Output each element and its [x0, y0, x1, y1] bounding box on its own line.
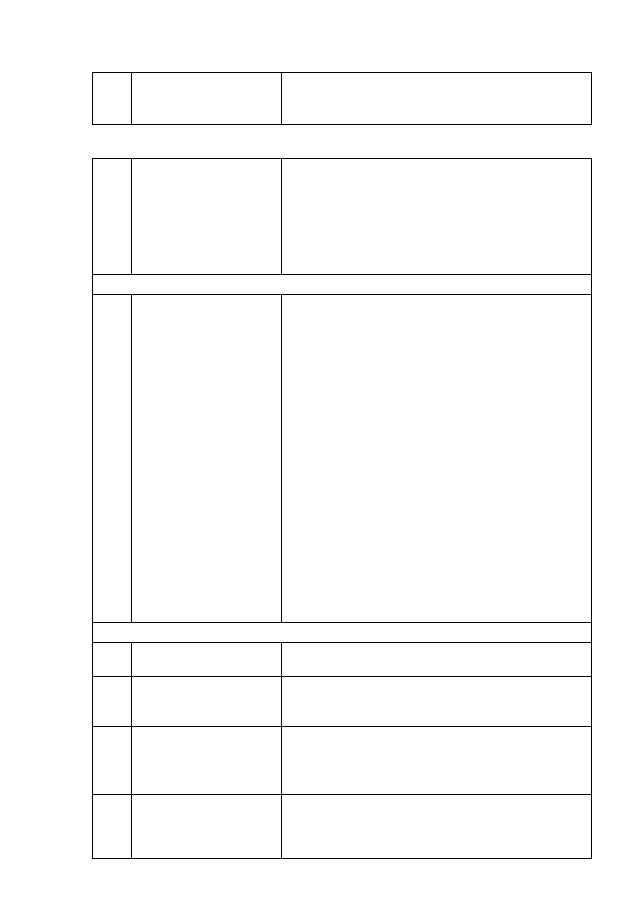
characteristic-name	[132, 677, 282, 727]
characteristic-value	[282, 795, 592, 859]
table-row	[93, 295, 592, 623]
header-number	[93, 159, 132, 275]
group-title	[93, 623, 592, 643]
group-row-permitted-use	[93, 275, 592, 295]
table-header-row	[93, 159, 592, 275]
characteristic-value	[282, 643, 592, 677]
table-row	[93, 643, 592, 677]
group-row-limit-parameters	[93, 623, 592, 643]
table-row	[93, 677, 592, 727]
characteristic-name	[132, 295, 282, 623]
row-number	[93, 643, 132, 677]
characteristic-value	[282, 295, 592, 623]
zone-parameters-table	[92, 158, 592, 859]
header-name	[132, 159, 282, 275]
row-number	[93, 295, 132, 623]
characteristic-value	[282, 727, 592, 795]
characteristic-value	[282, 677, 592, 727]
group-title	[93, 275, 592, 295]
row-number	[93, 73, 132, 125]
row-number	[93, 727, 132, 795]
section-heading	[134, 134, 594, 154]
row-number	[93, 795, 132, 859]
characteristic-name	[132, 73, 282, 125]
characteristic-name	[132, 727, 282, 795]
header-value	[282, 159, 592, 275]
table-row	[93, 795, 592, 859]
table-row	[93, 73, 592, 125]
continued-table	[92, 72, 592, 125]
row-number	[93, 677, 132, 727]
table-row	[93, 727, 592, 795]
characteristic-value	[282, 73, 592, 125]
characteristic-name	[132, 795, 282, 859]
characteristic-name	[132, 643, 282, 677]
